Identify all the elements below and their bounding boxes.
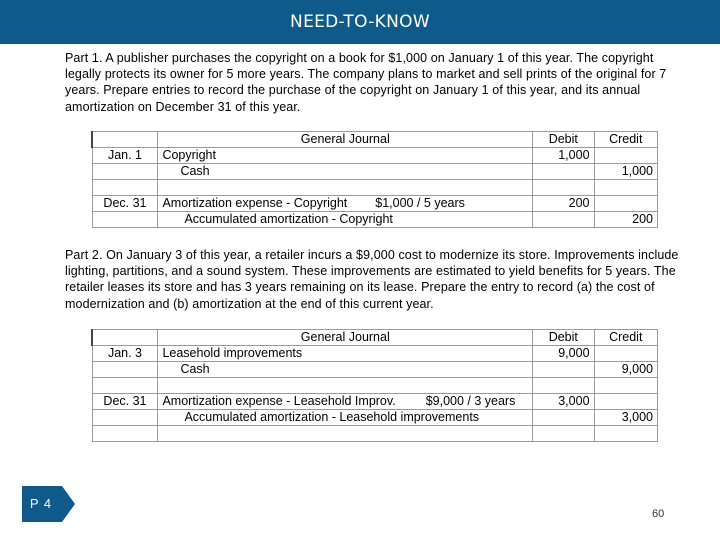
entry-date	[92, 212, 158, 228]
entry-account	[158, 362, 533, 378]
journal-spacer-row	[92, 180, 658, 196]
spacer-cell	[594, 180, 657, 196]
account-name: Cash	[180, 362, 210, 376]
entry-credit: 9,000	[594, 362, 657, 378]
part2-text: Part 2. On January 3 of this year, a retailer incurs a $9,000 cost to modernize its store. Improvements include lighting, partitions, and a sound system. These improvements are estimated to yield benefits for 5 years. The retailer leases its store and has 3 years remaining on its lease. Prepare the entry to record (a) the cost of modernization and (b) amortization at the end of this current year.	[65, 248, 679, 311]
debit-header: Debit	[533, 330, 594, 346]
page-title: NEED-TO-KNOW	[290, 12, 430, 32]
journal-row	[92, 212, 658, 228]
amortization-calc: $1,000 / 5 years	[375, 196, 465, 210]
spacer-cell	[158, 426, 533, 442]
entry-date	[92, 362, 158, 378]
journal-row	[92, 148, 658, 164]
entry-account	[158, 196, 533, 212]
entry-date: Jan. 3	[92, 346, 158, 362]
entry-debit: 3,000	[533, 394, 594, 410]
entry-credit: 1,000	[594, 164, 657, 180]
entry-credit	[594, 196, 657, 212]
journal-title: General Journal	[300, 132, 390, 146]
spacer-cell	[594, 426, 657, 442]
entry-debit	[533, 212, 594, 228]
spacer-cell	[533, 426, 594, 442]
entry-credit	[594, 394, 657, 410]
entry-account	[158, 410, 533, 426]
journal-table-part2	[91, 329, 658, 442]
journal-header-row	[92, 330, 658, 346]
entry-credit: 3,000	[594, 410, 657, 426]
entry-debit: 200	[533, 196, 594, 212]
entry-credit	[594, 148, 657, 164]
credit-header: Credit	[594, 132, 657, 148]
entry-credit	[594, 346, 657, 362]
entry-credit: 200	[594, 212, 657, 228]
entry-date: Dec. 31	[92, 394, 158, 410]
entry-debit	[533, 164, 594, 180]
journal-table-part1	[91, 131, 658, 228]
part1-text: Part 1. A publisher purchases the copyright on a book for $1,000 on January 1 of this year. The copyright legally protects its owner for 5 more years. The company plans to market and sell prints of the original for 7 years. Prepare entries to record the purchase of the copyright on January 1 of this year, and its annual amortization on December 31 of this year.	[65, 51, 667, 114]
entry-debit	[533, 410, 594, 426]
journal-spacer-row	[92, 378, 658, 394]
entry-account	[158, 346, 533, 362]
spacer-cell	[92, 180, 158, 196]
entry-debit	[533, 362, 594, 378]
spacer-cell	[92, 426, 158, 442]
debit-header: Debit	[533, 132, 594, 148]
account-name: Amortization expense - Leasehold Improv.	[162, 394, 396, 408]
entry-date: Dec. 31	[92, 196, 158, 212]
spacer-cell	[533, 180, 594, 196]
spacer-cell	[158, 378, 533, 394]
entry-debit: 9,000	[533, 346, 594, 362]
entry-account	[158, 212, 533, 228]
title-bar	[0, 0, 720, 44]
journal-row	[92, 362, 658, 378]
spacer-cell	[533, 378, 594, 394]
account-name: Accumulated amortization - Copyright	[184, 212, 393, 226]
entry-date	[92, 164, 158, 180]
account-name: Leasehold improvements	[162, 346, 303, 360]
date-header-cell	[92, 330, 158, 346]
entry-debit: 1,000	[533, 148, 594, 164]
entry-date	[92, 410, 158, 426]
journal-row	[92, 346, 658, 362]
journal-header-row	[92, 132, 658, 148]
spacer-cell	[92, 378, 158, 394]
account-name: Amortization expense - Copyright	[162, 196, 348, 210]
spacer-cell	[158, 180, 533, 196]
journal-row	[92, 394, 658, 410]
journal-row	[92, 164, 658, 180]
account-name: Copyright	[162, 148, 216, 162]
journal-title: General Journal	[300, 330, 390, 344]
entry-account	[158, 164, 533, 180]
account-name: Accumulated amortization - Leasehold improvements	[184, 410, 480, 424]
account-name: Cash	[180, 164, 210, 178]
page-number: 60	[652, 508, 665, 520]
date-header-cell	[92, 132, 158, 148]
credit-header: Credit	[594, 330, 657, 346]
spacer-cell	[594, 378, 657, 394]
entry-date: Jan. 1	[92, 148, 158, 164]
journal-spacer-row	[92, 426, 658, 442]
entry-account	[158, 394, 533, 410]
journal-row	[92, 410, 658, 426]
objective-badge-label: P 4	[29, 496, 53, 511]
entry-account	[158, 148, 533, 164]
journal-row	[92, 196, 658, 212]
journal-title-cell	[158, 330, 533, 346]
journal-title-cell	[158, 132, 533, 148]
amortization-calc: $9,000 / 3 years	[425, 394, 516, 408]
